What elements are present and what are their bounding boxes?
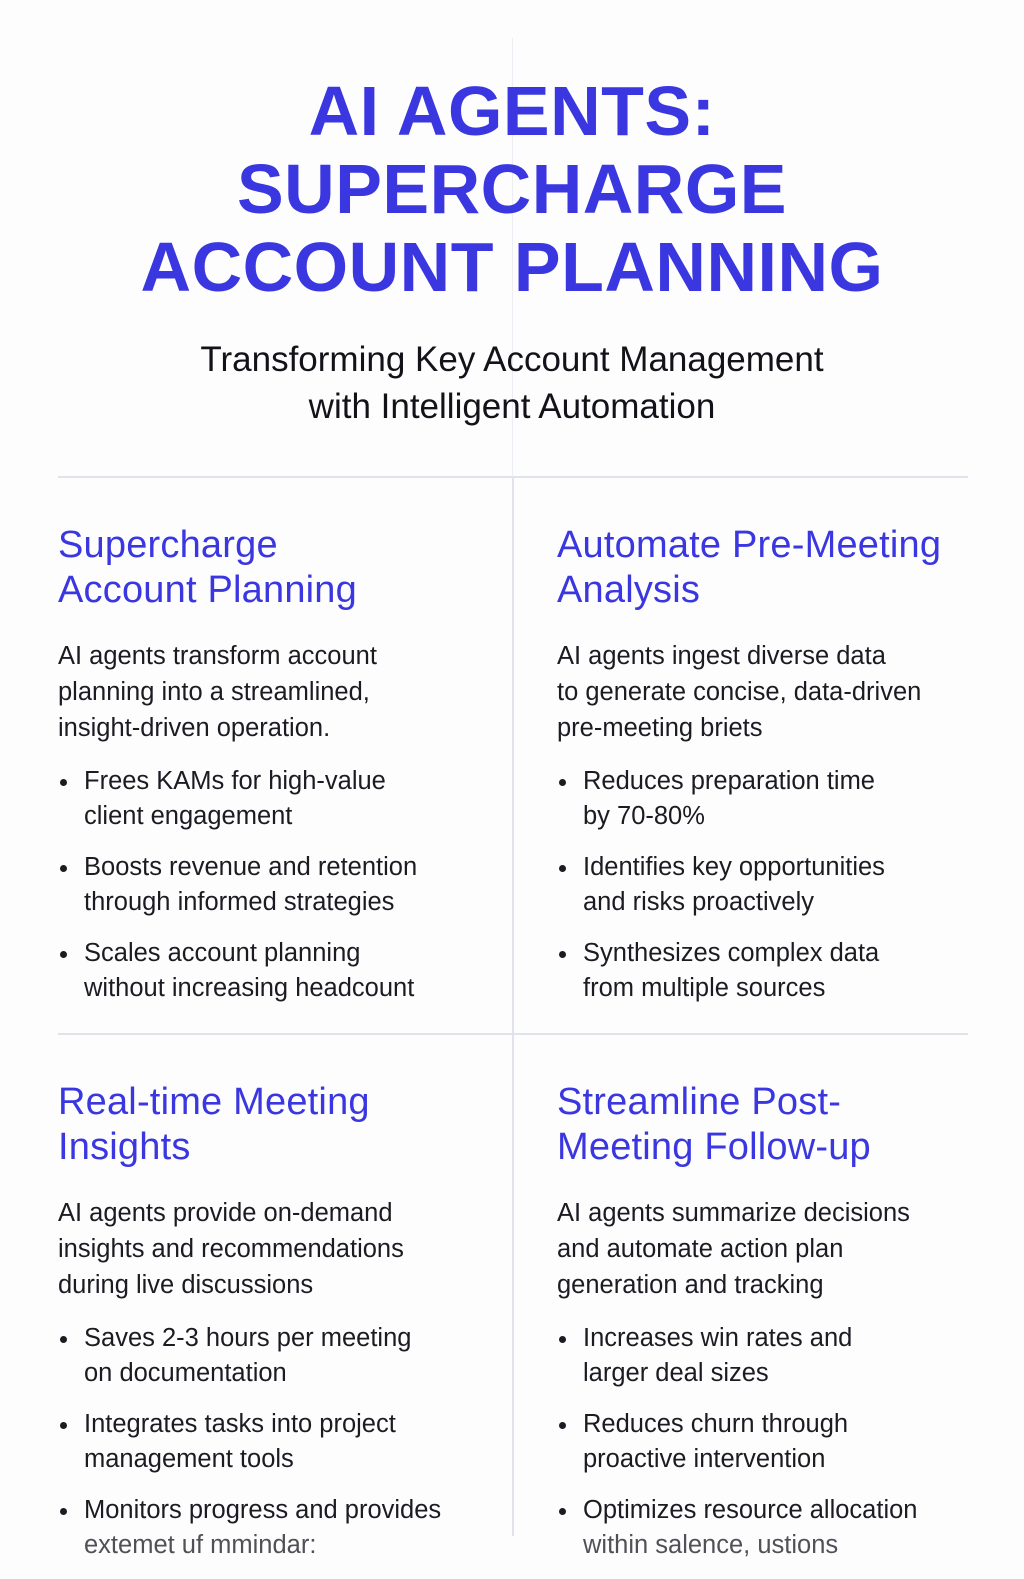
- bullet-line: Boosts revenue and retention: [84, 853, 418, 881]
- bullet-item: [557, 1407, 1017, 1477]
- description-line: pre-meeting briets: [557, 714, 763, 742]
- description-line: AI agents provide on-demand: [58, 1199, 393, 1227]
- subtitle-line-1: Transforming Key Account Management: [200, 340, 824, 379]
- bullet-line: Frees KAMs for high-value: [84, 767, 386, 795]
- section-description: [58, 1195, 498, 1303]
- bullet-dot-icon: [60, 865, 67, 872]
- bullet-dot-icon: [559, 779, 566, 786]
- bullet-dot-icon: [60, 1336, 67, 1343]
- bullet-line: management tools: [84, 1445, 294, 1473]
- section-title: [58, 523, 498, 613]
- bullet-line: Increases win rates and: [583, 1324, 853, 1352]
- bullet-item: [557, 764, 1017, 834]
- bullet-line: from multiple sources: [583, 974, 826, 1002]
- section-title: [58, 1080, 498, 1170]
- bullet-line: on documentation: [84, 1359, 287, 1387]
- subtitle-line-2: with Intelligent Automation: [308, 387, 716, 426]
- description-line: generation and tracking: [557, 1271, 824, 1299]
- bullet-line: by 70-80%: [583, 802, 705, 830]
- divider-middle: [58, 1033, 968, 1035]
- bullet-item: [557, 936, 1017, 1006]
- section-description: [58, 638, 498, 746]
- bullet-item: [58, 1407, 498, 1477]
- section-real-time-meeting-insights: [58, 1080, 498, 1579]
- bullet-item: [58, 764, 498, 834]
- description-line: insights and recommendations: [58, 1235, 404, 1263]
- section-streamline-post-meeting-follow-up: [557, 1080, 1017, 1579]
- section-title-line: Streamline Post-: [557, 1081, 842, 1123]
- description-line: insight-driven operation.: [58, 714, 331, 742]
- description-line: during live discussions: [58, 1271, 314, 1299]
- bullet-list: [58, 764, 498, 1006]
- description-line: to generate concise, data-driven: [557, 678, 922, 706]
- bullet-line: through informed strategies: [84, 888, 395, 916]
- bullet-line: Saves 2-3 hours per meeting: [84, 1324, 412, 1352]
- section-supercharge-account-planning: [58, 523, 498, 1022]
- description-line: AI agents transform account: [58, 642, 377, 670]
- page-title: [0, 72, 1024, 306]
- bullet-list: [557, 1321, 1017, 1563]
- title-line-1: AI AGENTS:: [308, 72, 716, 150]
- bullet-line: Reduces preparation time: [583, 767, 875, 795]
- section-title-line: Real-time Meeting: [58, 1081, 370, 1123]
- bullet-item: [58, 850, 498, 920]
- bullet-line: Monitors progress and provides: [84, 1496, 442, 1524]
- bullet-line: Reduces churn through: [583, 1410, 849, 1438]
- bullet-line: without increasing headcount: [84, 974, 415, 1002]
- bullet-dot-icon: [559, 1336, 566, 1343]
- bullet-line: Identifies key opportunities: [583, 853, 885, 881]
- section-title-line: Account Planning: [58, 569, 357, 611]
- bullet-dot-icon: [559, 951, 566, 958]
- bullet-item: [58, 936, 498, 1006]
- section-title-line: Insights: [58, 1126, 191, 1168]
- section-automate-pre-meeting-analysis: [557, 523, 1017, 1022]
- section-title: [557, 1080, 1017, 1170]
- bullet-line: Synthesizes complex data: [583, 939, 880, 967]
- description-line: and automate action plan: [557, 1235, 844, 1263]
- section-description: [557, 1195, 1017, 1303]
- bullet-list: [557, 764, 1017, 1006]
- bullet-line: client engagement: [84, 802, 293, 830]
- bullet-line: proactive intervention: [583, 1445, 826, 1473]
- bullet-line: and risks proactively: [583, 888, 815, 916]
- bullet-dot-icon: [60, 1422, 67, 1429]
- bullet-dot-icon: [559, 865, 566, 872]
- bullet-line: Optimizes resource allocation: [583, 1496, 918, 1524]
- bullet-line: Integrates tasks into project: [84, 1410, 396, 1438]
- bullet-dot-icon: [559, 1508, 566, 1515]
- bullet-item: [58, 1321, 498, 1391]
- section-title-line: Automate Pre-Meeting: [557, 524, 942, 566]
- bullet-item: [557, 850, 1017, 920]
- description-line: AI agents summarize decisions: [557, 1199, 910, 1227]
- title-line-3: ACCOUNT PLANNING: [140, 228, 884, 306]
- section-title-line: Analysis: [557, 569, 701, 611]
- bullet-item: [557, 1321, 1017, 1391]
- section-title-line: Meeting Follow-up: [557, 1126, 871, 1168]
- divider-vertical: [512, 477, 514, 1536]
- bullet-line: extemet uf mmindar:: [84, 1531, 317, 1559]
- page-subtitle: [0, 336, 1024, 430]
- bullet-dot-icon: [60, 951, 67, 958]
- bullet-item: [58, 1493, 498, 1563]
- bullet-item: [557, 1493, 1017, 1563]
- description-line: AI agents ingest diverse data: [557, 642, 886, 670]
- section-title: [557, 523, 1017, 613]
- bullet-line: Scales account planning: [84, 939, 361, 967]
- bullet-dot-icon: [60, 779, 67, 786]
- bullet-dot-icon: [559, 1422, 566, 1429]
- bullet-line: larger deal sizes: [583, 1359, 769, 1387]
- bullet-dot-icon: [60, 1508, 67, 1515]
- section-description: [557, 638, 1017, 746]
- title-line-2: SUPERCHARGE: [236, 150, 788, 228]
- description-line: planning into a streamlined,: [58, 678, 370, 706]
- bullet-line: within salence, ustions: [583, 1531, 839, 1559]
- bullet-list: [58, 1321, 498, 1563]
- section-title-line: Supercharge: [58, 524, 278, 566]
